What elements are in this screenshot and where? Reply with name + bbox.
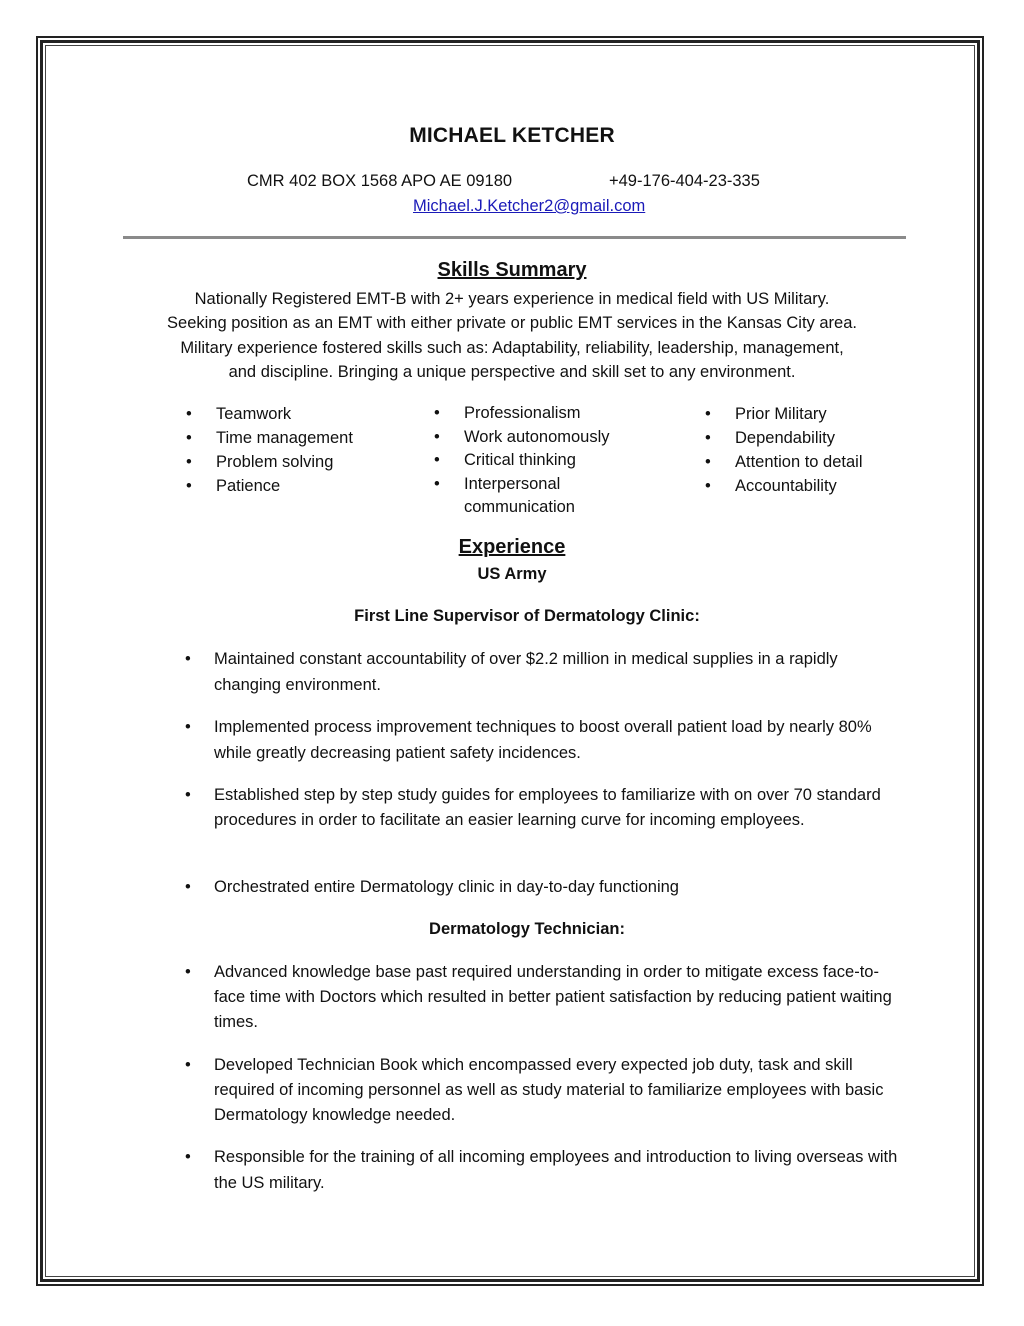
skill-item: • Work autonomously — [434, 426, 634, 450]
skill-item: • Patience — [186, 474, 406, 498]
header-divider — [123, 236, 906, 239]
experience-bullet: • Implemented process improvement techniques to boost overall patient load by nearly 80% while greatly decreasing patient safety incidences. — [214, 715, 904, 766]
skills-column-1 — [186, 402, 406, 498]
experience-bullet: • Maintained constant accountability of over $2.2 million in medical supplies in a rapidly changing environment. — [214, 647, 904, 698]
job-title: First Line Supervisor of Dermatology Clinic: — [354, 607, 700, 625]
skills-column-3 — [705, 402, 905, 498]
phone-number: +49-176-404-23-335 — [609, 172, 760, 190]
summary-line: Nationally Registered EMT-B with 2+ years experience in medical field with US Military. — [194, 290, 830, 308]
experience-bullet: • Responsible for the training of all incoming employees and introduction to living overseas with the US military. — [214, 1145, 904, 1196]
skill-item: • Dependability — [705, 426, 905, 450]
skill-item: • Time management — [186, 426, 406, 450]
skills-summary-paragraph — [100, 287, 924, 385]
experience-bullet: • Established step by step study guides for employees to familiarize with on over 70 standard procedures in order to facilitate an easier learning curve for incoming employees. — [214, 783, 904, 833]
summary-line: Seeking position as an EMT with either private or public EMT services in the Kansas City area. — [167, 314, 857, 333]
candidate-name: MICHAEL KETCHER — [409, 124, 615, 147]
skill-item: • Attention to detail — [705, 450, 905, 474]
summary-line: Military experience fostered skills such as: Adaptability, reliability, leadership, management, — [180, 338, 844, 357]
skills-summary-heading: Skills Summary — [437, 259, 587, 281]
experience-heading: Experience — [458, 536, 566, 558]
email-link[interactable]: Michael.J.Ketcher2@gmail.com — [413, 197, 646, 215]
experience-bullet: • Developed Technician Book which encompassed every expected job duty, task and skill required of incoming personnel as well as study material to familiarize employees with basic Dermatology knowledge needed. — [214, 1053, 904, 1128]
skill-item: • Teamwork — [186, 402, 406, 426]
skill-item: • Interpersonal communication — [434, 473, 634, 520]
skills-column-2 — [434, 402, 634, 520]
summary-line: and discipline. Bringing a unique perspective and skill set to any environment. — [228, 363, 796, 382]
skill-item: • Accountability — [705, 474, 905, 498]
experience-bullet: • Advanced knowledge base past required understanding in order to mitigate excess face-to-face time with Doctors which resulted in better patient satisfaction by reducing patient waiting times. — [214, 960, 904, 1035]
job-title: Dermatology Technician: — [429, 920, 625, 938]
skill-item: • Critical thinking — [434, 449, 634, 473]
skill-item: • Professionalism — [434, 402, 634, 426]
organization-name: US Army — [477, 565, 547, 583]
experience-bullet: • Orchestrated entire Dermatology clinic in day-to-day functioning — [214, 875, 904, 901]
skill-item: • Prior Military — [705, 402, 905, 426]
skill-item: • Problem solving — [186, 450, 406, 474]
contact-line — [247, 172, 760, 191]
mailing-address: CMR 402 BOX 1568 APO AE 09180 — [247, 172, 513, 190]
